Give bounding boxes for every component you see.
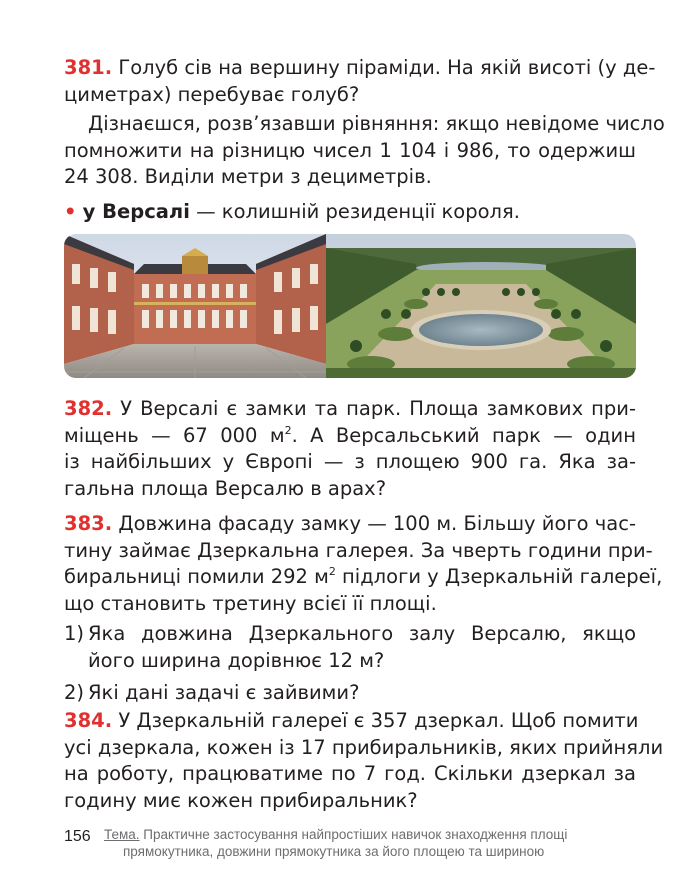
problem-382-line-1: 382. У Версалі є замки та парк. Площа замкових при- [64,397,636,420]
problem-384-line-3: на роботу, працюватиме по 7 год. Скільки дзеркал за [64,762,636,785]
problem-383-line-2: тину займає Дзеркальна галерея. За чверть години при- [64,538,653,562]
problem-383-line-3: биральниці помили 292 $м^2$ підлоги у Дзеркальній галереї, [64,565,663,588]
versailles-heading [64,199,636,226]
problem-381 [64,55,665,191]
question-1-line-2: його ширина дорівнює 12 м? [88,648,385,672]
page-number: 156 [64,828,91,845]
palace-gardens-image [326,234,636,378]
lesson-topic [104,826,644,860]
hint-line-2: помножити на різницю чисел 1 104 і 986, то одержиш [64,138,636,162]
problem-number: 381. [64,56,113,79]
bullet-icon: • [64,200,77,223]
problem-384-line-1: 384. У Дзеркальній галереї є 357 дзеркал. Щоб помити [64,709,639,732]
problem-383-line-1: 383. Довжина фасаду замку — 100 м. Більшу його час- [64,512,636,535]
problem-381-line-1: 381. Голуб сів на вершину піраміди. На якій висоті (у де- [64,56,656,79]
problem-number: 384. [64,709,113,732]
problem-382-line-2: міщень — 67 000 $м^2$. А Версальський парк — один [64,423,636,447]
topic-label: Тема. [104,827,140,842]
palace-courtyard-photo [64,234,326,378]
problem-384-line-4: годину миє кожен прибиральник? [64,788,418,812]
question-2-number: 2) [64,681,85,704]
problem-384-line-2: усі дзеркала, кожен із 17 прибиральників, яких прийняли [64,735,664,759]
place-description: — колишній резиденції короля. [189,200,520,223]
palace-courtyard-image [64,234,326,378]
topic-line-1: Практичне застосування найпростіших навичок знаходження площі [139,827,568,842]
question-2 [64,680,636,707]
palace-gardens-photo [326,234,636,378]
question-1 [64,621,636,648]
problem-383 [64,511,663,707]
hint-line-1: Дізнаєшся, розв’язавши рівняння: якщо невідоме число [88,112,665,135]
problem-382 [64,396,636,502]
place-name: у Версалі [82,200,190,223]
problem-382-line-3: із найбільших у Європі — з площею 900 га. Яка за- [64,450,636,473]
topic-line-2: прямокутника, довжини прямокутника за його площею та шириною [123,844,545,859]
problem-384 [64,708,664,814]
problem-number: 383. [64,512,113,535]
problem-number: 382. [64,397,113,420]
versailles-photos [64,234,636,378]
problem-381-line-2: циметрах) перебуває голуб? [64,82,360,106]
problem-383-line-4: що становить третину всієї її площі. [64,591,437,615]
problem-382-line-4: гальна площа Версалю в арах? [64,476,387,500]
question-1-line-1: Яка довжина Дзеркального залу Версалю, якщо [88,622,636,645]
question-1-number: 1) [64,622,85,645]
hint-line-3: 24 308. Виділи метри з дециметрів. [64,165,432,188]
question-2-text: Які дані задачі є зайвими? [88,681,360,704]
